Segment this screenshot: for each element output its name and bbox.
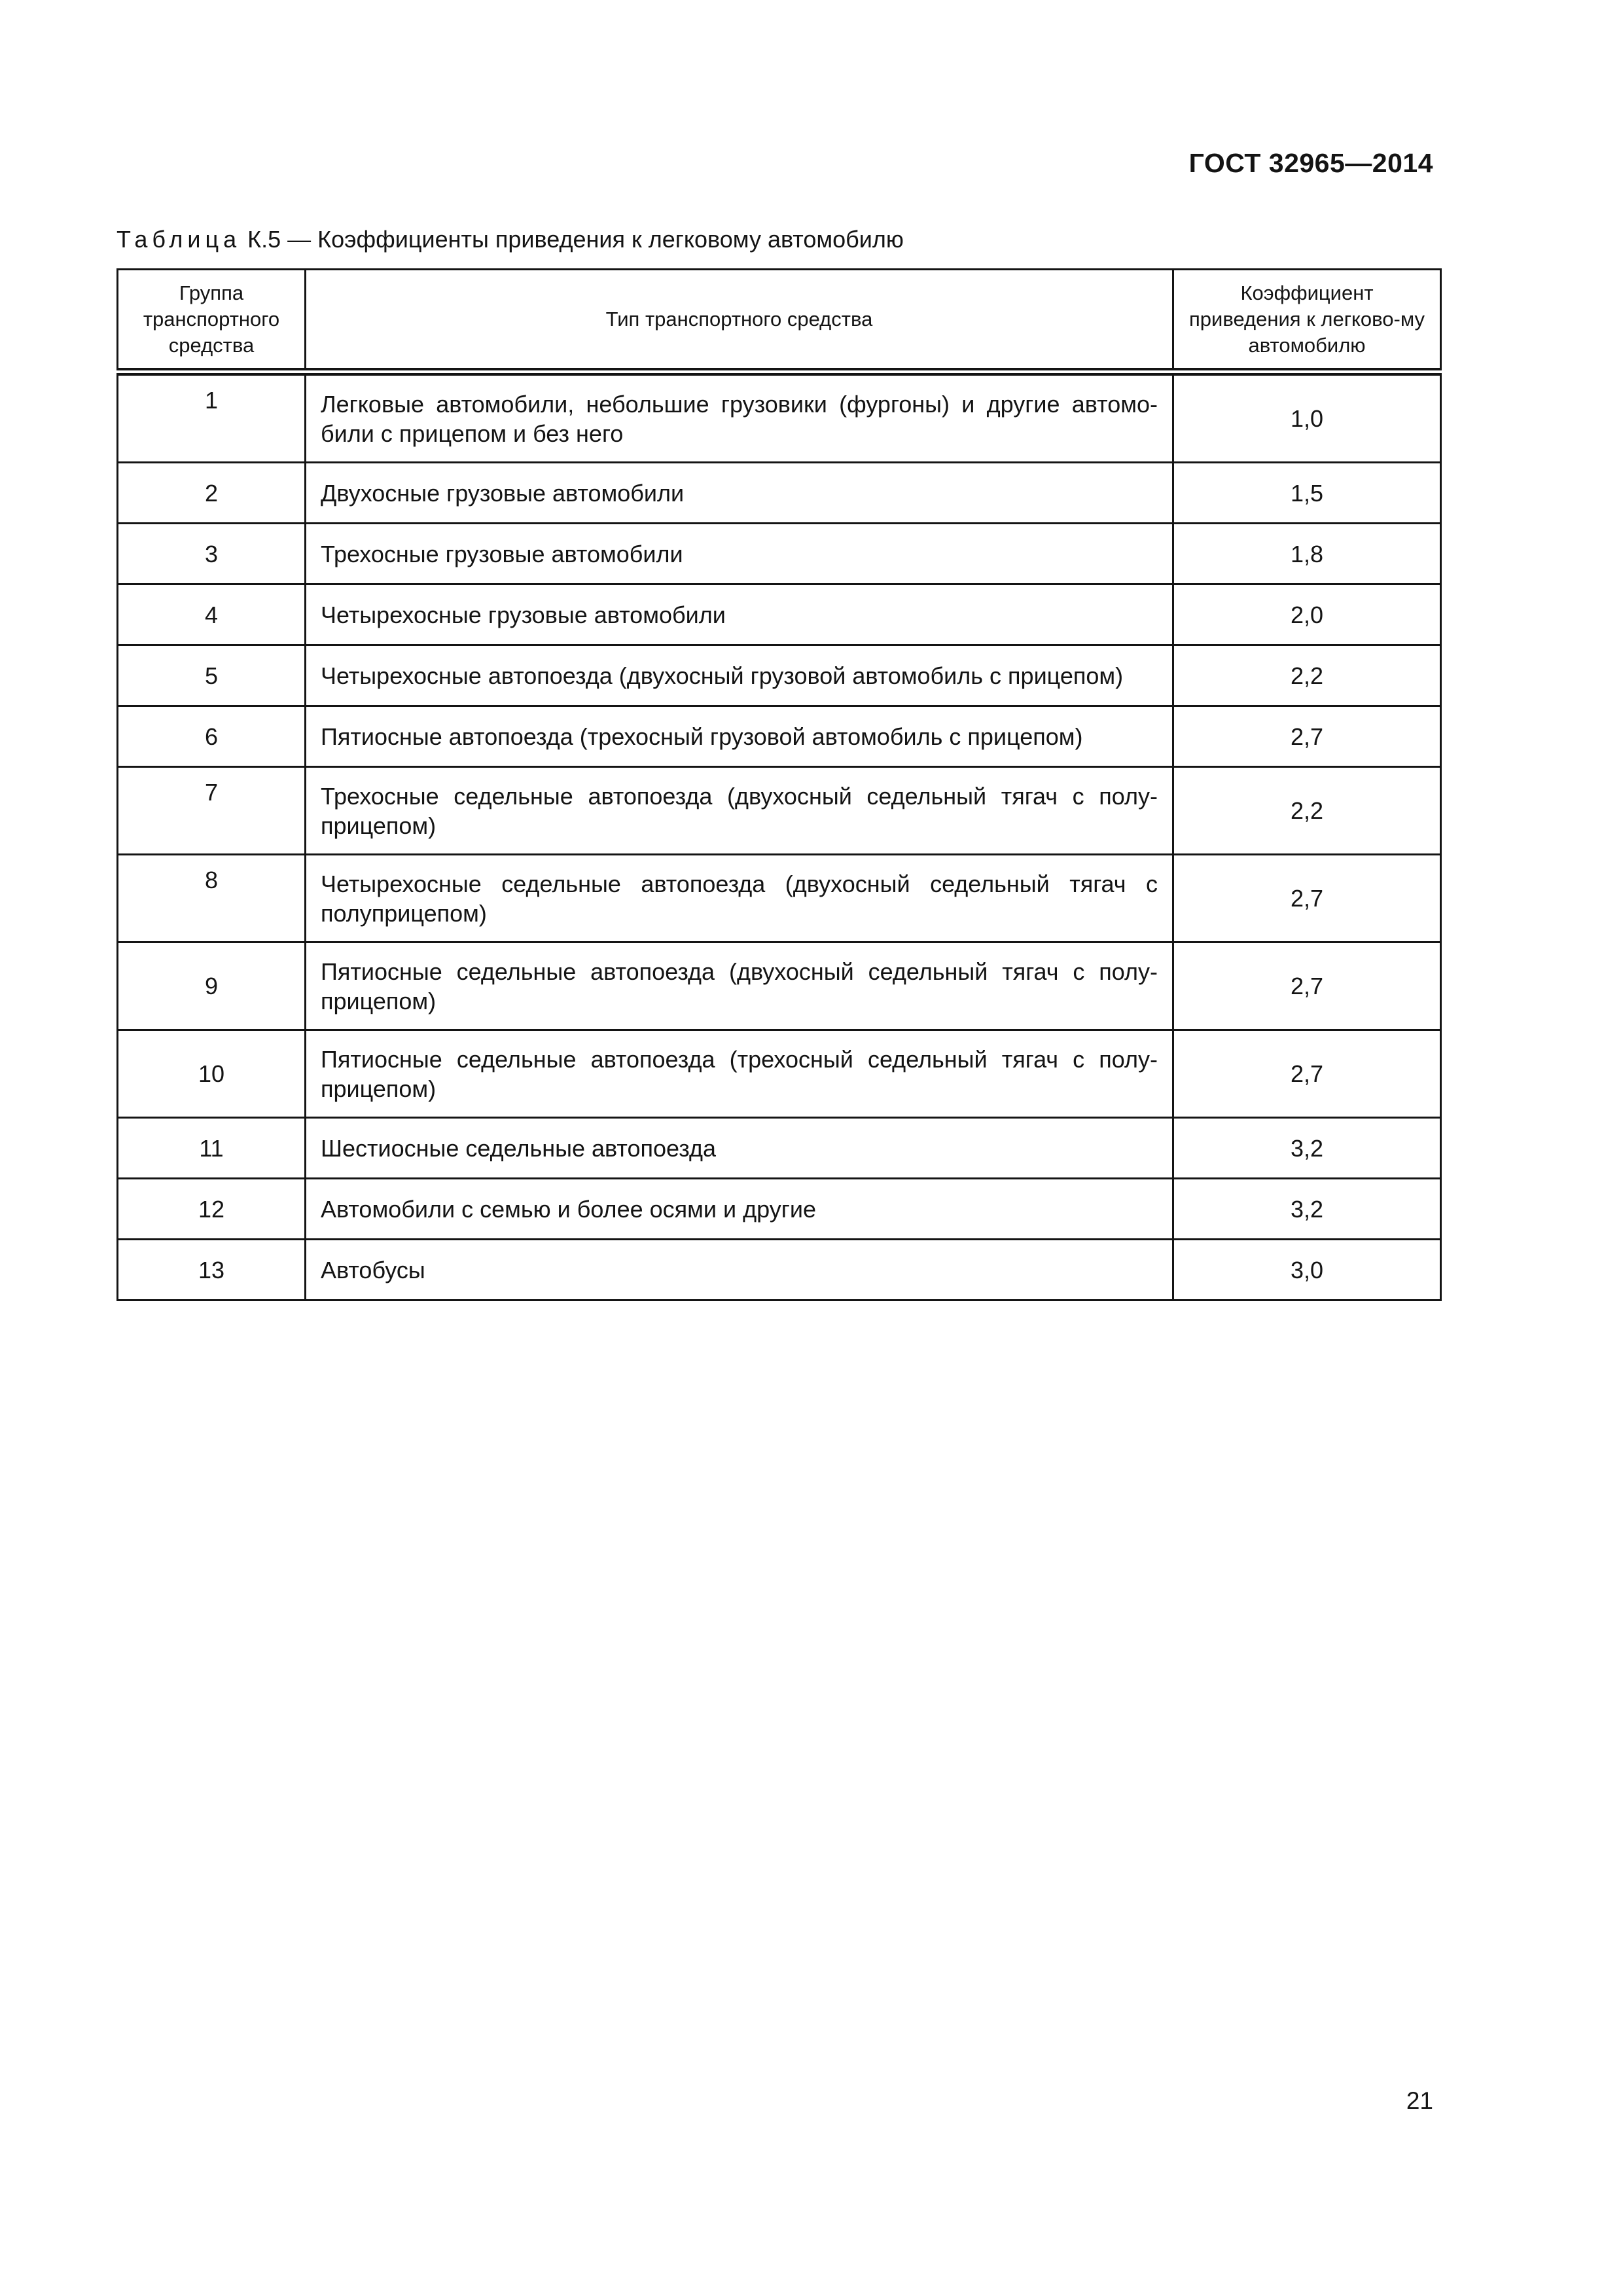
header-type: Тип транспортного средства: [306, 270, 1173, 372]
cell-type: Четырехосные седельные автопоезда (двухосный седельный тягач с полуприцепом): [306, 855, 1173, 942]
table-body: [118, 372, 1441, 1300]
cell-coefficient: 2,2: [1173, 645, 1441, 706]
cell-coefficient: 2,7: [1173, 942, 1441, 1030]
cell-coefficient: 2,7: [1173, 706, 1441, 767]
table-row: [118, 767, 1441, 855]
cell-type: Двухосные грузовые автомобили: [306, 463, 1173, 524]
table-header-row: [118, 270, 1441, 372]
table-row: [118, 706, 1441, 767]
table-row: [118, 584, 1441, 645]
cell-type: Пятиосные седельные автопоезда (трехосный седельный тягач с полу-прицепом): [306, 1030, 1173, 1118]
header-group: Группа транспортного средства: [118, 270, 306, 372]
cell-coefficient: 2,0: [1173, 584, 1441, 645]
cell-coefficient: 1,5: [1173, 463, 1441, 524]
cell-coefficient: 1,0: [1173, 372, 1441, 463]
cell-group: 10: [118, 1030, 306, 1118]
coefficients-table-container: [116, 268, 1440, 1301]
table-header: [118, 270, 1441, 372]
cell-group: 13: [118, 1240, 306, 1300]
cell-type: Автобусы: [306, 1240, 1173, 1300]
cell-type: Пятиосные седельные автопоезда (двухосный седельный тягач с полу-прицепом): [306, 942, 1173, 1030]
table-row: [118, 1118, 1441, 1179]
cell-type: Трехосные грузовые автомобили: [306, 524, 1173, 584]
header-coefficient: Коэффициент приведения к легково-му автомобилю: [1173, 270, 1441, 372]
cell-coefficient: 1,8: [1173, 524, 1441, 584]
cell-coefficient: 3,2: [1173, 1179, 1441, 1240]
cell-type: Шестиосные седельные автопоезда: [306, 1118, 1173, 1179]
cell-type: Пятиосные автопоезда (трехосный грузовой автомобиль с прицепом): [306, 706, 1173, 767]
cell-group: 5: [118, 645, 306, 706]
table-caption-text: К.5 — Коэффициенты приведения к легковому автомобилю: [247, 226, 904, 253]
cell-group: 1: [118, 372, 306, 463]
cell-coefficient: 2,7: [1173, 1030, 1441, 1118]
table-row: [118, 855, 1441, 942]
table-row: [118, 372, 1441, 463]
table-row: [118, 524, 1441, 584]
cell-group: 9: [118, 942, 306, 1030]
table-row: [118, 942, 1441, 1030]
cell-type: Автомобили с семью и более осями и другие: [306, 1179, 1173, 1240]
cell-type: Четырехосные автопоезда (двухосный грузовой автомобиль с прицепом): [306, 645, 1173, 706]
cell-group: 7: [118, 767, 306, 855]
table-row: [118, 463, 1441, 524]
table-caption-label: Таблица: [116, 226, 241, 253]
cell-group: 12: [118, 1179, 306, 1240]
cell-group: 3: [118, 524, 306, 584]
table-row: [118, 645, 1441, 706]
table-caption: [116, 226, 904, 253]
coefficients-table: [116, 268, 1442, 1301]
document-code: ГОСТ 32965—2014: [1188, 148, 1433, 178]
cell-coefficient: 2,2: [1173, 767, 1441, 855]
cell-coefficient: 3,0: [1173, 1240, 1441, 1300]
page-number: 21: [1406, 2087, 1433, 2114]
cell-type: Трехосные седельные автопоезда (двухосный седельный тягач с полу-прицепом): [306, 767, 1173, 855]
table-row: [118, 1030, 1441, 1118]
table-row: [118, 1179, 1441, 1240]
cell-group: 2: [118, 463, 306, 524]
cell-group: 4: [118, 584, 306, 645]
cell-coefficient: 3,2: [1173, 1118, 1441, 1179]
cell-group: 6: [118, 706, 306, 767]
cell-group: 11: [118, 1118, 306, 1179]
table-row: [118, 1240, 1441, 1300]
cell-type: Четырехосные грузовые автомобили: [306, 584, 1173, 645]
cell-group: 8: [118, 855, 306, 942]
cell-type: Легковые автомобили, небольшие грузовики (фургоны) и другие автомо-били с прицепом и без него: [306, 372, 1173, 463]
cell-coefficient: 2,7: [1173, 855, 1441, 942]
